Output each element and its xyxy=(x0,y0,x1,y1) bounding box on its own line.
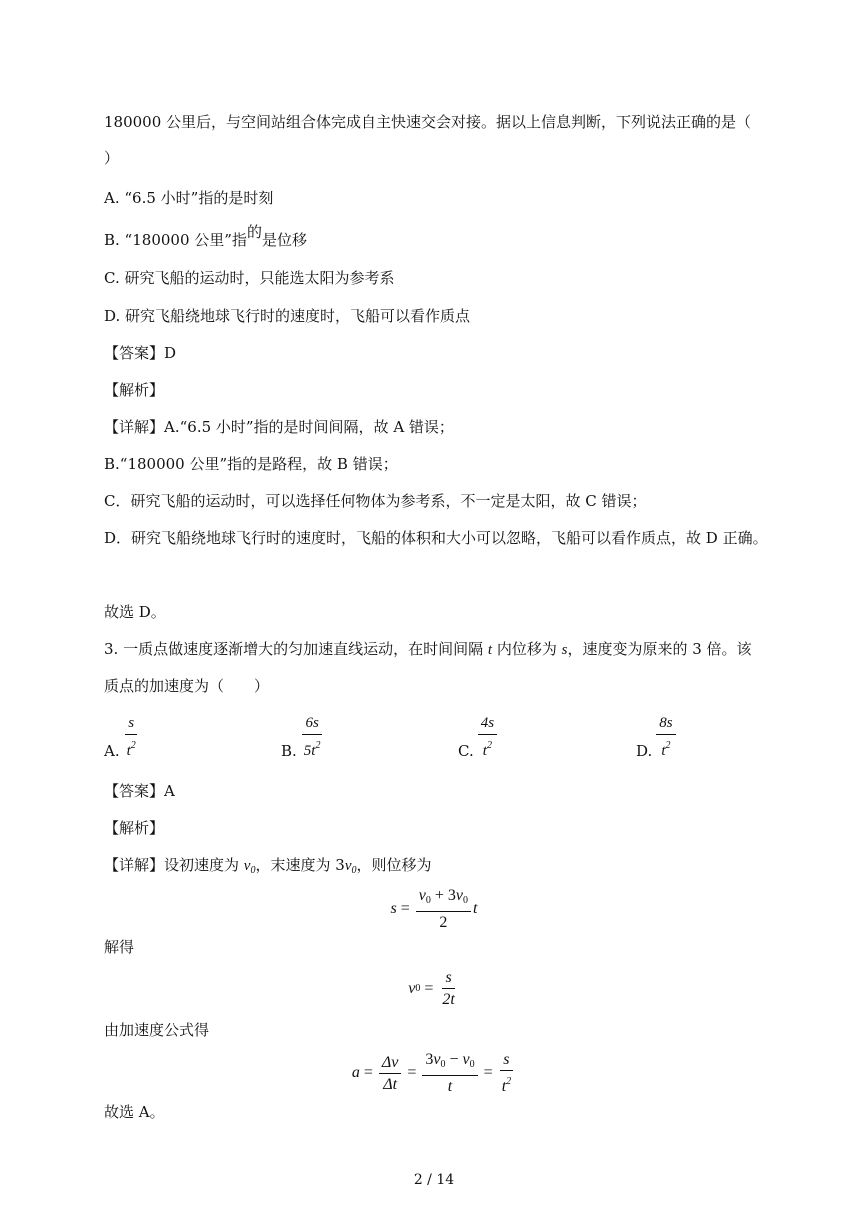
q3-option-d: D. $\frac{8s}{t^2}$ xyxy=(636,714,678,761)
q3-option-b: B. $\frac{6s}{5t^2}$ xyxy=(281,715,321,760)
analysis-label-2: 【解析】 xyxy=(104,819,165,837)
answer-label: 【答案】D xyxy=(104,344,177,362)
option-a: A. “6.5 小时”指的是时刻 xyxy=(104,189,274,207)
q3-option-c: C. $\frac{4s}{t^2}$ xyxy=(458,714,499,761)
conclusion-2: 故选 A。 xyxy=(104,1103,165,1121)
question-2-stem-line: 180000 公里后，与空间站组合体完成自主快速交会对接。据以上信息判断，下列说法正确的是（ xyxy=(104,113,752,131)
equation-initial-velocity: v 0 = $\frac{s}{2t}$ xyxy=(408,969,455,1008)
option-d: D. 研究飞船绕地球飞行时的速度时，飞船可以看作质点 xyxy=(104,307,471,325)
equation-displacement: s = $\frac{v_0 + 3v_0}{2}$ t xyxy=(390,887,478,931)
page-number: 2 / 14 xyxy=(413,1172,455,1188)
detail-line-5: 【详解】设初速度为 $v_0$，末速度为 $3v_0$，则位移为 xyxy=(104,856,432,876)
option-b: B. “180000 公里”指的是位移 xyxy=(104,223,307,249)
question-3-stem: 3. 一质点做速度逐渐增大的匀加速直线运动，在时间间隔 t 内位移为 s，速度变为原来的 3 倍。该 xyxy=(104,640,752,658)
equation-acceleration: a = $\frac{\Delta v}{\Delta t}$ = $\frac{3v_0 - v_0}{t}$ = $\frac{s}{t^2}$ xyxy=(351,1051,512,1095)
question-3-stem-cont: 质点的加速度为（ ） xyxy=(104,677,270,695)
detail-line-3: C．研究飞船的运动时，可以选择任何物体为参考系，不一定是太阳，故 C 错误； xyxy=(104,492,647,510)
analysis-label: 【解析】 xyxy=(104,381,165,399)
detail-line-1: 【详解】A.“6.5 小时”指的是时间间隔，故 A 错误； xyxy=(104,418,454,436)
accel-formula-label: 由加速度公式得 xyxy=(104,1021,210,1039)
q3-option-a: A. $\frac{s}{t^2}$ xyxy=(104,715,136,760)
option-c: C. 研究飞船的运动时，只能选太阳为参考系 xyxy=(104,269,395,287)
detail-line-4: D．研究飞船绕地球飞行时的速度时，飞船的体积和大小可以忽略，飞船可以看作质点，故 D 正确。 xyxy=(104,529,768,547)
detail-line-2: B.“180000 公里”指的是路程，故 B 错误； xyxy=(104,455,398,473)
solve-label: 解得 xyxy=(104,938,135,956)
answer-label-2: 【答案】A xyxy=(104,782,175,800)
question-2-stem-paren: ） xyxy=(104,149,120,167)
conclusion-1: 故选 D。 xyxy=(104,603,166,621)
